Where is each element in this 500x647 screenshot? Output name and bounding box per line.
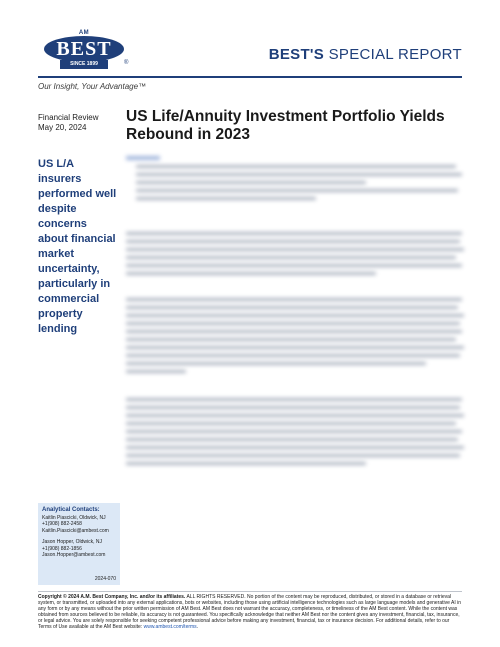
report-category: Financial Review: [38, 113, 99, 122]
report-type-title: [269, 46, 462, 63]
contact-1-name: Kaitlin Piascicki, Oldwick, NJ: [42, 514, 106, 521]
sidebar-summary: US L/A insurers performed well despite concerns about financial market uncertainty, particularly in commercial property lending: [38, 158, 117, 335]
logo-registered-mark: ®: [124, 60, 129, 66]
body-paragraph-3: [126, 398, 464, 470]
report-date: May 20, 2024: [38, 123, 87, 132]
contact-1-email[interactable]: Kaitlin.Piascicki@ambest.com: [42, 527, 109, 534]
body-line: [136, 197, 316, 200]
body-line: [126, 240, 460, 243]
document-title: US Life/Annuity Investment Portfolio Yields Rebound in 2023: [126, 108, 445, 143]
report-header: [0, 0, 500, 78]
section-heading-blurred: [126, 156, 160, 160]
body-line: [126, 232, 462, 235]
copyright-tail: .: [196, 624, 199, 630]
body-line: [126, 346, 464, 349]
logo-am-text: AM: [78, 30, 90, 36]
body-line: [126, 338, 456, 341]
body-line: [126, 248, 464, 251]
report-reference-number: 2024-070: [94, 575, 116, 582]
analytical-contacts-box: [38, 503, 120, 585]
body-line: [126, 354, 460, 357]
body-line: [136, 173, 462, 176]
body-line: [126, 414, 464, 417]
report-meta: [38, 113, 98, 133]
copyright-lead: Copyright © 2024 A.M. Best Company, Inc. and/or its affiliates.: [38, 594, 186, 600]
report-title-rest: SPECIAL REPORT: [328, 46, 462, 63]
body-line: [136, 189, 458, 192]
body-line: [126, 322, 460, 325]
body-line: [126, 370, 186, 373]
tagline: Our Insight, Your Advantage™: [38, 82, 147, 91]
body-line: [126, 306, 458, 309]
body-line: [126, 362, 426, 365]
contacts-heading: Analytical Contacts:: [42, 507, 100, 513]
contact-1-phone: +1(908) 882-2458: [42, 521, 82, 527]
copyright-notice: [38, 594, 462, 630]
body-line: [126, 298, 462, 301]
am-best-logo[interactable]: [38, 30, 130, 72]
body-line: [126, 454, 460, 457]
body-line: [126, 438, 458, 441]
contact-2-name: Jason Hopper, Oldwick, NJ: [42, 539, 103, 545]
body-line: [126, 422, 456, 425]
body-line: [136, 181, 366, 184]
body-line: [126, 462, 366, 465]
body-line: [136, 165, 456, 168]
terms-link[interactable]: www.ambest.com/terms: [143, 624, 197, 630]
copyright-body: ALL RIGHTS RESERVED. No portion of the content may be reproduced, distributed, or stored in a database or retrieval system, or transmitted, or uploaded into any external applications, bots or websites, including those using artificial intelligence technologies such as large language models and generative AI in any form or by any means without the prior written permission of AM Best. AM Best does not warrant the accuracy, completeness, or timeliness of the AM Best content. While the content was obtained from sources believed to be reliable, its accuracy is not guaranteed. You specifically acknowledge that neither AM Best nor the content gives any investment, financial, tax, insurance, or legal advice. You are solely responsible for seeking competent professional advice before making any investment, financial, tax or insurance decision. For additional details, refer to our Terms of Use available at the AM Best website:: [38, 594, 462, 630]
body-line: [126, 330, 462, 333]
header-divider: [38, 76, 462, 78]
body-line: [126, 446, 464, 449]
body-line: [126, 264, 462, 267]
key-points-section: [126, 156, 464, 205]
body-line: [126, 272, 376, 275]
logo-best-text: BEST: [56, 38, 112, 60]
logo-since-text: SINCE 1899: [60, 60, 108, 69]
contact-2-email[interactable]: Jason.Hopper@ambest.com: [42, 552, 106, 558]
body-line: [126, 314, 464, 317]
report-title-bold: BEST'S: [268, 46, 325, 63]
body-line: [126, 398, 462, 401]
footer-divider: [38, 591, 462, 592]
body-paragraph-2: [126, 298, 464, 378]
body-paragraph-1: [126, 232, 464, 280]
body-line: [126, 256, 456, 259]
contact-2-phone: +1(908) 882-1856: [42, 545, 82, 552]
body-line: [126, 406, 460, 409]
body-line: [126, 430, 462, 433]
